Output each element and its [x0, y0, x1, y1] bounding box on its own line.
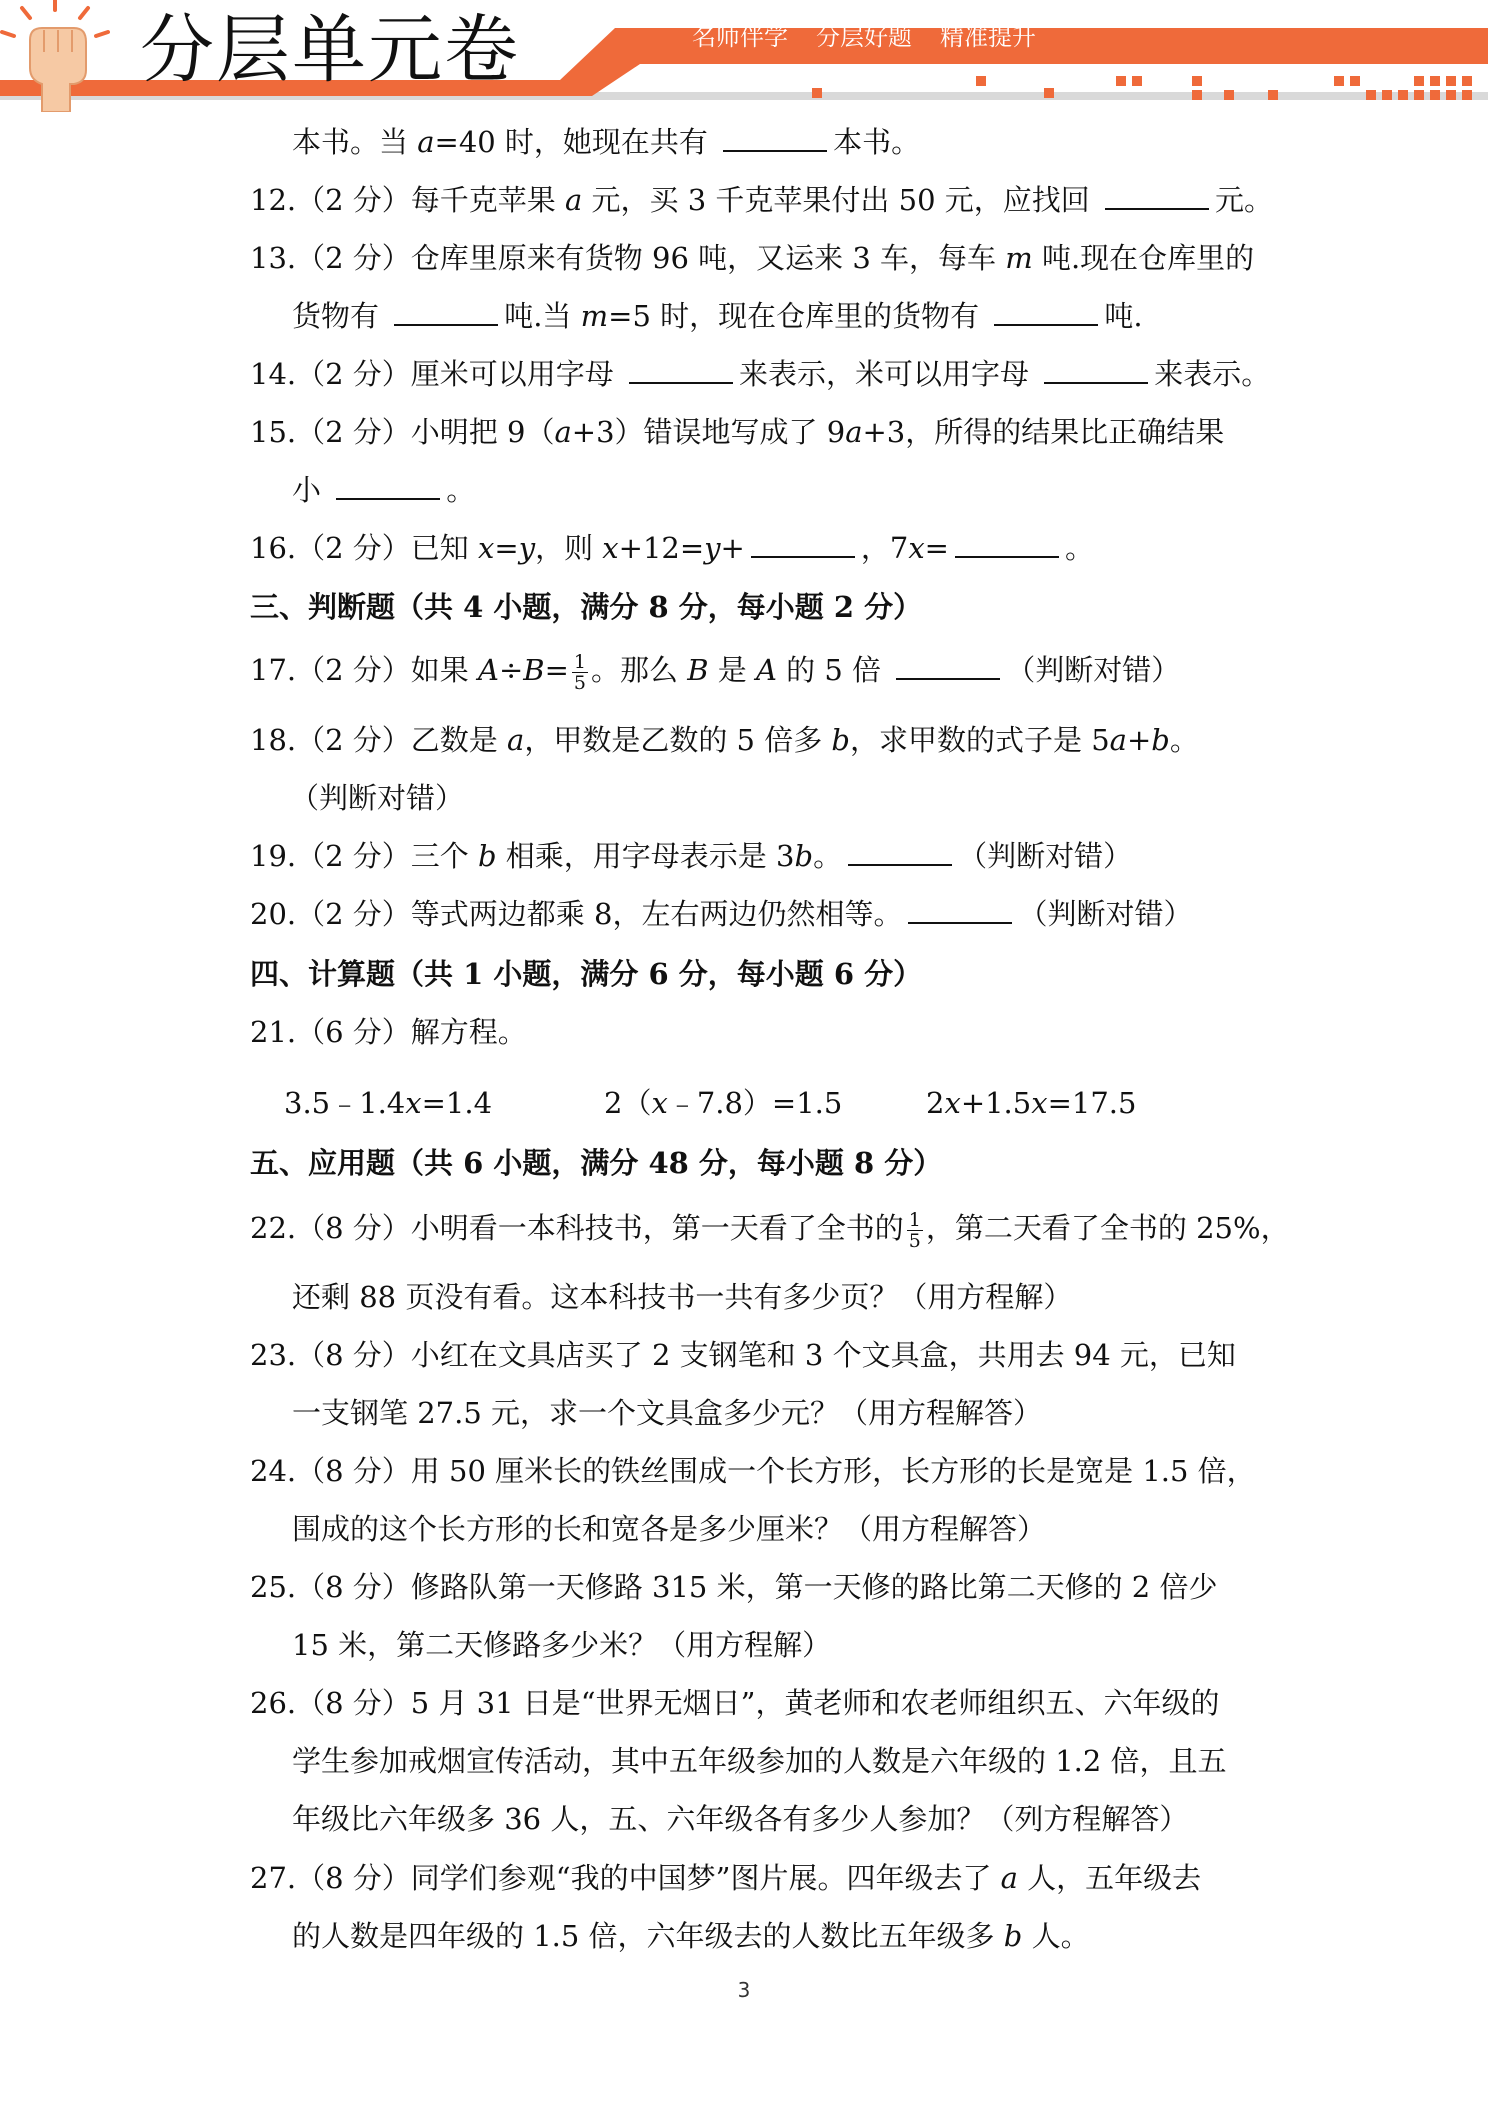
question-18: 18.（2 分）乙数是 a，甲数是乙数的 5 倍多 b，求甲数的式子是 5a+b。 — [250, 723, 1199, 757]
question-11-continuation: 本书。当 a=40 时，她现在共有 本书。 — [292, 122, 920, 162]
fraction: $\frac{1}{5}$ — [573, 650, 586, 694]
answer-blank[interactable] — [896, 650, 1000, 680]
question-27: 27.（8 分）同学们参观“我的中国梦”图片展。四年级去了 a 人，五年级去 — [250, 1861, 1202, 1895]
fist-icon — [0, 0, 110, 112]
section-heading-judgement: 三、判断题（共 4 小题，满分 8 分，每小题 2 分） — [250, 590, 923, 624]
question-17: 17.（2 分）如果 A÷B= $\frac{1}{5}$ 。那么 B 是 A 的 5 倍 （判断对错） — [250, 650, 1181, 694]
question-22-line-2: 还剩 88 页没有看。这本科技书一共有多少页？（用方程解） — [292, 1280, 1073, 1314]
question-24-line-2: 围成的这个长方形的长和宽各是多少厘米？（用方程解答） — [292, 1512, 1047, 1546]
answer-blank[interactable] — [751, 528, 855, 558]
page-number: 3 — [737, 1978, 751, 2002]
question-26: 26.（8 分）5 月 31 日是“世界无烟日”，黄老师和农老师组织五、六年级的 — [250, 1686, 1220, 1720]
question-25-line-2: 15 米，第二天修路多少米？（用方程解） — [292, 1628, 832, 1662]
answer-blank[interactable] — [1105, 180, 1209, 210]
equation-1: 3.5﹣1.4x=1.4 — [284, 1086, 493, 1120]
question-20: 20.（2 分）等式两边都乘 8，左右两边仍然相等。 （判断对错） — [250, 894, 1192, 934]
question-13-line-2: 货物有 吨.当 m=5 时，现在仓库里的货物有 吨. — [292, 296, 1143, 336]
header-banner — [0, 0, 1488, 120]
answer-blank[interactable] — [908, 894, 1012, 924]
answer-blank[interactable] — [994, 296, 1098, 326]
question-26-line-2: 学生参加戒烟宣传活动，其中五年级参加的人数是六年级的 1.2 倍，且五 — [292, 1744, 1227, 1778]
question-15-line-2: 小 。 — [292, 470, 475, 510]
question-24: 24.（8 分）用 50 厘米长的铁丝围成一个长方形，长方形的长是宽是 1.5 倍， — [250, 1454, 1256, 1488]
question-25: 25.（8 分）修路队第一天修路 315 米，第一天修的路比第二天修的 2 倍少 — [250, 1570, 1218, 1604]
question-26-line-3: 年级比六年级多 36 人，五、六年级各有多少人参加？（列方程解答） — [292, 1802, 1189, 1836]
question-16: 16.（2 分）已知 x=y，则 x+12=y+ ，7x= 。 — [250, 528, 1094, 568]
slogan-item: 名师伴学 — [692, 23, 788, 51]
question-14: 14.（2 分）厘米可以用字母 来表示，米可以用字母 来表示。 — [250, 354, 1270, 394]
question-15: 15.（2 分）小明把 9（a+3）错误地写成了 9a+3，所得的结果比正确结果 — [250, 415, 1225, 449]
equation-3: 2x+1.5x=17.5 — [926, 1086, 1137, 1120]
answer-blank[interactable] — [336, 470, 440, 500]
answer-blank[interactable] — [1044, 354, 1148, 384]
answer-blank[interactable] — [629, 354, 733, 384]
question-27-line-2: 的人数是四年级的 1.5 倍，六年级去的人数比五年级多 b 人。 — [292, 1919, 1090, 1953]
question-13: 13.（2 分）仓库里原来有货物 96 吨，又运来 3 车，每车 m 吨.现在仓库里的 — [250, 241, 1255, 275]
answer-blank[interactable] — [394, 296, 498, 326]
section-heading-calculation: 四、计算题（共 1 小题，满分 6 分，每小题 6 分） — [250, 957, 923, 991]
answer-blank[interactable] — [723, 122, 827, 152]
slogan-group — [692, 20, 1036, 54]
slogan-item: 分层好题 — [816, 23, 912, 51]
brand-title: 分层单元卷 — [140, 7, 520, 93]
answer-blank[interactable] — [955, 528, 1059, 558]
question-22: 22.（8 分）小明看一本科技书，第一天看了全书的 $\frac{1}{5}$ ，第二天看了全书的 25%， — [250, 1208, 1290, 1252]
question-21: 21.（6 分）解方程。 — [250, 1015, 527, 1049]
fraction: $\frac{1}{5}$ — [908, 1208, 921, 1252]
question-19: 19.（2 分）三个 b 相乘，用字母表示是 3b。 （判断对错） — [250, 836, 1132, 876]
slogan-item: 精准提升 — [940, 23, 1036, 51]
equation-2: 2（x﹣7.8）=1.5 — [604, 1086, 843, 1120]
question-23: 23.（8 分）小红在文具店买了 2 支钢笔和 3 个文具盒，共用去 94 元，已知 — [250, 1338, 1236, 1372]
question-23-line-2: 一支钢笔 27.5 元，求一个文具盒多少元？（用方程解答） — [292, 1396, 1043, 1430]
answer-blank[interactable] — [848, 836, 952, 866]
question-18-line-2: （判断对错） — [290, 781, 465, 815]
question-12: 12.（2 分）每千克苹果 a 元，买 3 千克苹果付出 50 元，应找回 元。 — [250, 180, 1273, 220]
section-heading-application: 五、应用题（共 6 小题，满分 48 分，每小题 8 分） — [250, 1146, 943, 1180]
